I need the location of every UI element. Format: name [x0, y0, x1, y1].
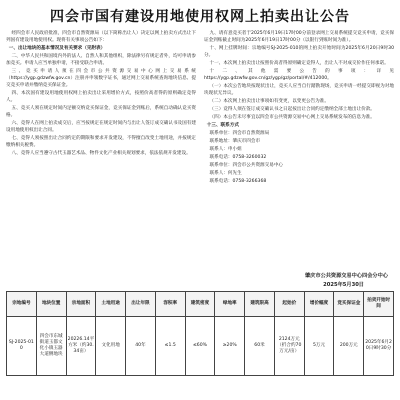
- table-header-row: [7, 292, 394, 317]
- contact-line: 联系人：申小姐: [209, 147, 242, 152]
- header-deposit: 竞买保证金: [334, 292, 364, 317]
- cell-area: 20226.14平方米（约30.34亩）: [66, 317, 96, 376]
- paragraph: 经四会市人民政府批准，四会市自然资源局（以下简称出让人）决定以网上拍卖方式出让下列国有建设用地使用权。现将有关事项公告如下：: [6, 31, 196, 43]
- header-land-use: 土地用途: [96, 292, 126, 317]
- paragraph: （三）竞得人须在签订成交确认书之日起按出让合同约定缴纳全部土地出让价款。: [209, 107, 375, 112]
- notice-title: 四会市国有建设用地使用权网上拍卖出让公告: [50, 9, 350, 25]
- contact-heading: 十三、联系方式: [206, 123, 239, 128]
- paragraph: 十一、本次网上拍卖出让按照价高者得原则确定竞得人，出让人不对成交价作任何承诺。: [209, 61, 389, 66]
- paragraph: 五、竞买人须在规定时间内足额交纳竞买保证金，竞买保证金到账后，系统自动确认竞买资格。: [6, 106, 196, 118]
- issue-date: 2025年5月30日: [323, 282, 364, 288]
- cell-deposit: 200万元: [334, 317, 364, 376]
- paragraph: 四、本次国有建设用地使用权网上拍卖出让采用增价方式，按照价高者得的原则确定竞得人。: [6, 91, 196, 103]
- paragraph: 八、竞得人应当遵守古代玉器艺术品、物件文化产业相关规划要求，依法依规开发建设。: [11, 151, 191, 156]
- contact-line: 联系地址：肇庆市四会市: [209, 139, 261, 144]
- cell-term: 40年: [126, 317, 156, 376]
- right-column: [204, 30, 394, 270]
- issuer-signature: 肇庆市公共资源交易中心四会分中心: [304, 273, 388, 279]
- paragraph: （二）本次网上拍卖出让事项如有变更，以变更公告为准。: [209, 99, 329, 104]
- cell-parcel-id: SJ-2025-010: [7, 317, 37, 376]
- cell-start-time: 2025年6月20日9时30分: [364, 317, 394, 376]
- header-green-ratio: 绿地率: [215, 292, 245, 317]
- cell-starting-price: 2124万元（折合约70万元/亩）: [274, 317, 304, 376]
- header-start-time: 拍卖开始时间: [364, 292, 394, 317]
- paragraph: 六、竞得人在网上拍卖成交后，应当按规定在规定时间内与出让人签订成交确认书及国有建设用地使用权出让合同。: [6, 121, 196, 133]
- cell-location: 四会市东城街道玉都文化小镇玉器大道侧地块: [36, 317, 66, 376]
- header-location: 地块位置: [36, 292, 66, 317]
- paragraph: 二、中华人民共和国境内外的法人、自然人和其他组织，除法律另有规定者外，均可申请参加竞买。申请人应当单独申请，不接受联合申请。: [6, 54, 196, 66]
- contact-line: 联系单位：四会市公共资源交易中心: [209, 163, 284, 168]
- header-area: 宗地面积: [66, 292, 96, 317]
- contact-line: 联系电话：0758-3260032: [209, 155, 267, 160]
- parcel-table: [6, 291, 394, 376]
- left-column: [6, 30, 196, 270]
- contact-line: 联系单位：四会市自然资源局: [209, 131, 270, 136]
- contact-line: 联系电话：0758-3266368: [209, 179, 267, 184]
- cell-height-limit: 60米: [245, 317, 275, 376]
- paragraph: 七、竞得人须按照出让合同约定的期限和要求开发建设，不得擅自改变土地用途，并按规定缴纳相关税费。: [6, 136, 196, 148]
- contact-line: 联系人：何先生: [209, 171, 242, 176]
- cell-increment: 5万元: [304, 317, 334, 376]
- cell-green-ratio: ≥20%: [215, 317, 245, 376]
- cell-plot-ratio: ≤1.5: [155, 317, 185, 376]
- cell-building-density: ≤60%: [185, 317, 215, 376]
- table-row: [7, 317, 394, 376]
- paragraph: （四）本公告未尽事宜以四会市公共资源交易中心网上交易系统发布的信息为准。: [209, 115, 375, 120]
- paragraph: 十、网上挂牌时间：宗地编号SJ-2025-010的网上拍卖开始时间为2025年6月20日9时30分。: [204, 46, 394, 58]
- paragraph: 九、请有意竞买者于2025年6月19日17时00分前登录网上交易系统提交竞买申请，竞买保证金到账截止时间为2025年6月19日17时00分（以银行到账时间为准）。: [204, 31, 394, 43]
- paragraph: （一）本次公告地块按现状出让，竞买人应当自行踏勘现场，竞买申请一经提交即视为对地块现状无异议。: [204, 84, 394, 96]
- header-starting-price: 起始价: [274, 292, 304, 317]
- header-term: 出让年限: [126, 292, 156, 317]
- header-height-limit: 建筑限高: [245, 292, 275, 317]
- header-building-density: 建筑密度: [185, 292, 215, 317]
- paragraph: 一、出让地块的基本情况及有关要求（见附表）: [8, 46, 106, 51]
- notice-body: [6, 30, 394, 270]
- cell-land-use: 文化用地: [96, 317, 126, 376]
- header-parcel-id: 宗地编号: [7, 292, 37, 317]
- paragraph: 三、竞买申请人须在四会市公共资源交易中心网上交易系统（https://ygp.gdzwfw.gov.cn）注册并申领数字证书，通过网上交易系统查询地块信息、提交竞买申请并缴纳竞买保证金。: [6, 69, 196, 88]
- header-plot-ratio: 容积率: [155, 292, 185, 317]
- paragraph: 十二、其他需要公告的事项：详见https://ygp.gdzwfw.gov.cn/gz/ygp/gz/portal/#/412000。: [204, 69, 394, 81]
- header-increment: 增价幅度: [304, 292, 334, 317]
